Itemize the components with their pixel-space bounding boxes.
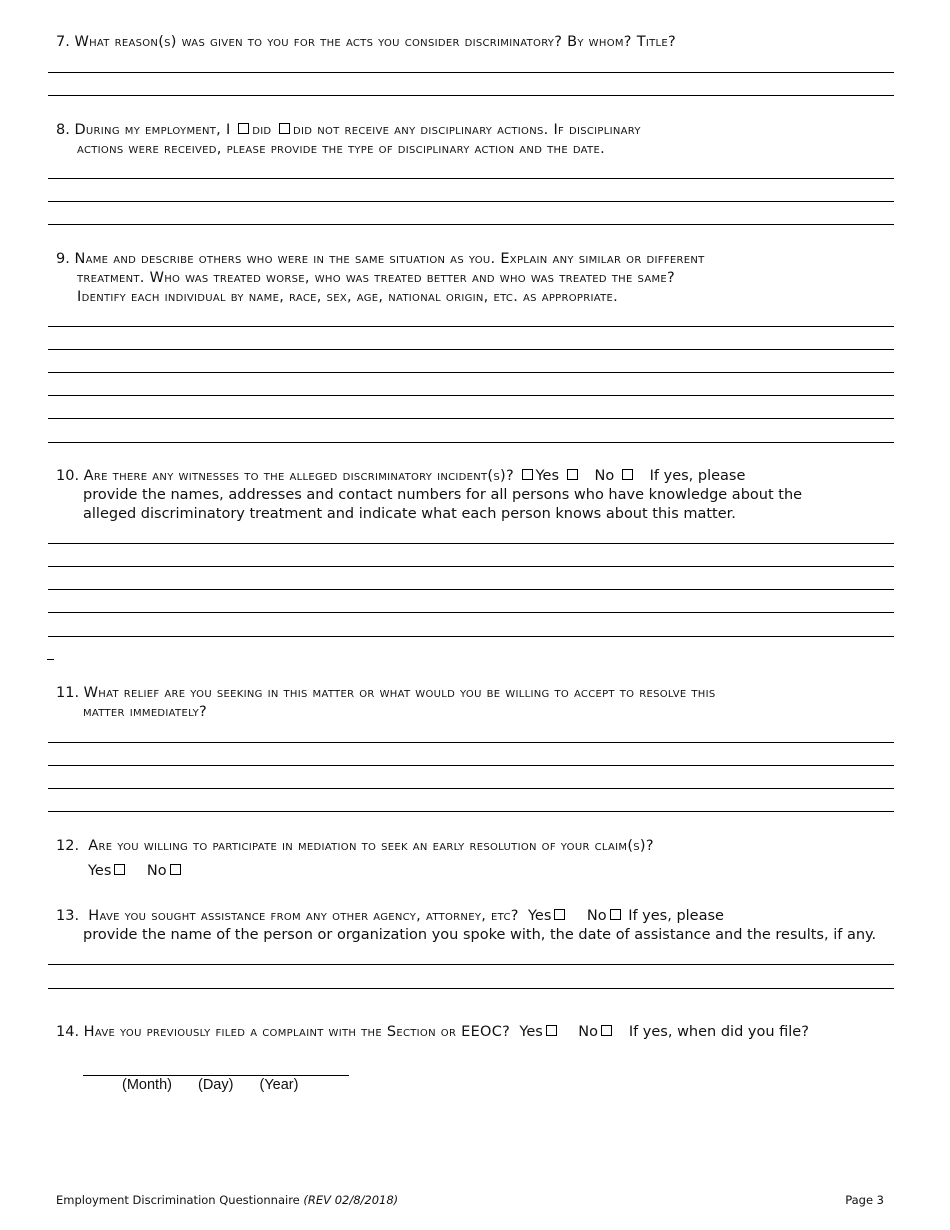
q14-no-label: No [578,1024,598,1040]
q8-answer-line-2[interactable] [48,201,894,202]
q10-number: 10. [56,468,80,484]
q9-answer-line-4[interactable] [48,395,894,396]
q12-number: 12. [56,838,80,854]
q10-answer-line-3[interactable] [48,589,894,590]
question-11 [56,684,920,722]
q13-lead: Have you sought assistance from any other agency, attorney, etc? [88,908,519,924]
q12-no-label: No [146,863,167,879]
month-label: (Month) [122,1077,172,1093]
q10-answer-line-5[interactable] [48,636,894,637]
q8-lead: During my employment, I [74,122,231,138]
q9-answer-line-2[interactable] [48,349,894,350]
q10-no-checkbox[interactable] [622,469,633,480]
q13-yes-label: Yes [528,908,552,924]
day-label: (Day) [198,1077,234,1093]
q13-yes-checkbox[interactable] [554,909,565,920]
q7-answer-line-2[interactable] [48,95,894,96]
footer-revision: (REV 02/8/2018) [303,1193,399,1207]
q10-line2: provide the names, addresses and contact numbers for all persons who have knowledge about the [83,487,803,503]
q11-line1: What relief are you seeking in this matter or what would you be willing to accept to resolve this [83,685,716,701]
stray-mark [47,659,54,660]
q14-yes-label: Yes [519,1024,543,1040]
q10-tail: If yes, please [649,468,746,484]
q13-tail: If yes, please [628,908,724,924]
q8-did-checkbox[interactable] [238,123,249,134]
q11-answer-line-2[interactable] [48,765,894,766]
q10-yes-label: Yes [535,468,560,484]
q13-line2: provide the name of the person or organization you spoke with, the date of assistance and the results, if any. [83,927,877,943]
q8-did-label: did [252,122,272,138]
q9-line3: Identify each individual by name, race, sex, age, national origin, etc. as appropriate. [77,289,619,305]
q11-line2: matter immediately? [83,704,208,720]
q9-answer-line-5[interactable] [48,418,894,419]
q14-number: 14. [56,1024,80,1040]
q14-lead: Have you previously filed a complaint with the Section or EEOC? [83,1024,511,1040]
q12-yes-label: Yes [88,863,112,879]
q8-answer-line-1[interactable] [48,178,894,179]
q12-text: Are you willing to participate in mediation to seek an early resolution of your claim(s)? [88,838,654,854]
q9-answer-line-6[interactable] [48,442,894,443]
question-8 [56,121,920,159]
q13-number: 13. [56,908,80,924]
q7-number: 7. [56,34,70,50]
q11-answer-line-3[interactable] [48,788,894,789]
footer-form-name: Employment Discrimination Questionnaire [56,1193,300,1207]
q10-answer-line-1[interactable] [48,543,894,544]
page-number: Page 3 [845,1193,884,1207]
q14-no-checkbox[interactable] [601,1025,612,1036]
question-14 [56,1023,920,1042]
question-10 [56,467,920,524]
q12-no-checkbox[interactable] [170,864,181,875]
q9-answer-line-1[interactable] [48,326,894,327]
q9-number: 9. [56,251,70,267]
filing-date-line[interactable] [83,1075,349,1076]
q7-text: What reason(s) was given to you for the acts you consider discriminatory? By whom? Title? [74,34,676,50]
question-12 [56,837,920,881]
q13-no-label: No [586,908,607,924]
q13-answer-line-2[interactable] [48,988,894,989]
question-13 [56,907,920,945]
q8-did-not-checkbox[interactable] [279,123,290,134]
q11-answer-line-4[interactable] [48,811,894,812]
q8-cont: actions were received, please provide the type of disciplinary action and the date. [77,141,605,157]
q10-lead: Are there any witnesses to the alleged discriminatory incident(s)? [83,468,514,484]
q14-tail: If yes, when did you file? [628,1024,809,1040]
q12-yes-checkbox[interactable] [114,864,125,875]
q13-answer-line-1[interactable] [48,964,894,965]
q8-did-not-label: did not receive any disciplinary actions. If disciplinary [293,122,641,138]
q9-answer-line-3[interactable] [48,372,894,373]
q10-yes-checkbox[interactable] [522,469,533,480]
q10-yes-box-2[interactable] [567,469,578,480]
q10-answer-line-4[interactable] [48,612,894,613]
q10-answer-line-2[interactable] [48,566,894,567]
q10-line3: alleged discriminatory treatment and indicate what each person knows about this matter. [83,506,736,522]
question-7 [56,33,920,52]
q8-number: 8. [56,122,70,138]
q11-answer-line-1[interactable] [48,742,894,743]
q8-answer-line-3[interactable] [48,224,894,225]
q13-no-checkbox[interactable] [610,909,621,920]
q9-line1: Name and describe others who were in the same situation as you. Explain any similar or different [74,251,705,267]
q10-no-label: No [594,468,615,484]
footer-title [56,1193,398,1207]
filing-date-labels [122,1077,320,1093]
year-label: (Year) [259,1077,299,1093]
q9-line2: treatment. Who was treated worse, who was treated better and who was treated the same? [77,270,676,286]
q7-answer-line-1[interactable] [48,72,894,73]
q11-number: 11. [56,685,80,701]
question-9 [56,250,920,307]
q14-yes-checkbox[interactable] [546,1025,557,1036]
